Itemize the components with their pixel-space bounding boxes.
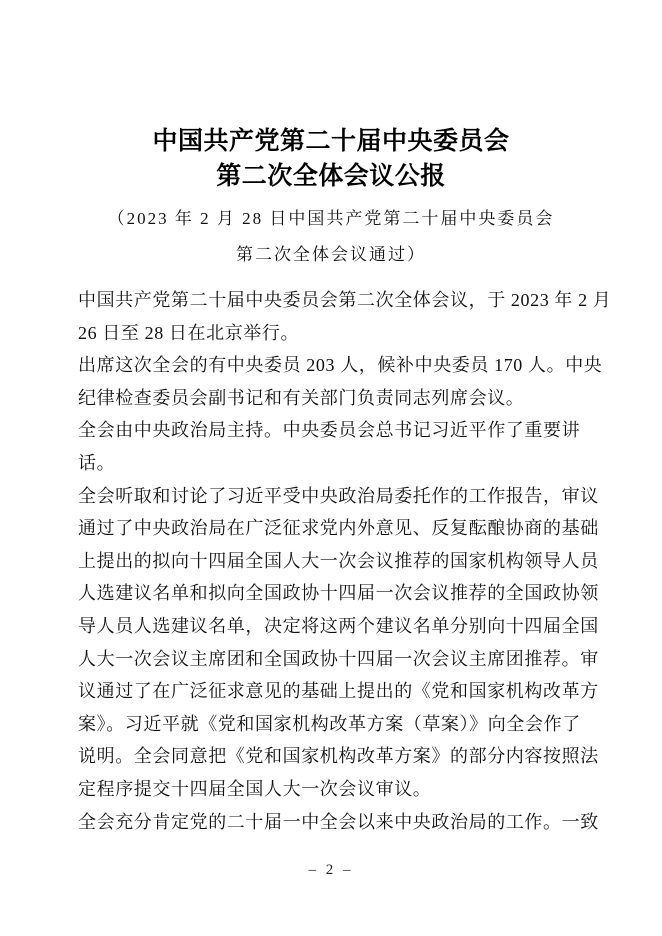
body-line: 全会由中央政治局主持。中央委员会总书记习近平作了重要讲 [78, 420, 581, 441]
body-line: 说明。全会同意把《党和国家机构改革方案》的部分内容按照法 [78, 746, 599, 767]
subtitle-line-1: （2023 年 2 月 28 日中国共产党第二十届中央委员会 [107, 209, 555, 228]
body-line: 话。 [78, 452, 116, 473]
body-line: 纪律检查委员会副书记和有关部门负责同志列席会议。 [78, 387, 525, 408]
document-subtitle [0, 201, 662, 273]
title-line-2: 第二次全体会议公报 [216, 162, 446, 190]
body-line: 上提出的拟向十四届全国人大一次会议推荐的国家机构领导人员 [78, 550, 599, 571]
document-body [78, 284, 612, 838]
page-number: – 2 – [308, 862, 354, 878]
body-line: 人大一次会议主席团和全国政协十四届一次会议主席团推荐。审 [78, 648, 599, 669]
body-line: 议通过了在广泛征求意见的基础上提出的《党和国家机构改革方 [78, 681, 599, 702]
document-title [0, 124, 662, 194]
body-line: 通过了中央政治局在广泛征求党内外意见、反复酝酿协商的基础 [78, 518, 599, 539]
body-line: 导人员人选建议名单，决定将这两个建议名单分别向十四届全国 [78, 615, 599, 636]
body-line: 26 日至 28 日在北京举行。 [78, 322, 300, 343]
title-line-1: 中国共产党第二十届中央委员会 [152, 127, 510, 155]
body-line: 案》。习近平就《党和国家机构改革方案（草案）》向全会作了 [78, 713, 581, 734]
body-line: 定程序提交十四届全国人大一次会议审议。 [78, 778, 432, 799]
body-line: 全会充分肯定党的二十届一中全会以来中央政治局的工作。一致 [78, 811, 599, 832]
body-line: 中国共产党第二十届中央委员会第二次全体会议，于 2023 年 2 月 [78, 290, 612, 310]
body-line: 出席这次全会的有中央委员 203 人，候补中央委员 170 人。中央 [78, 355, 603, 376]
body-line: 全会听取和讨论了习近平受中央政治局委托作的工作报告，审议 [78, 485, 599, 506]
body-line: 人选建议名单和拟向全国政协十四届一次会议推荐的全国政协领 [78, 583, 599, 604]
subtitle-line-2: 第二次全体会议通过） [236, 245, 426, 264]
